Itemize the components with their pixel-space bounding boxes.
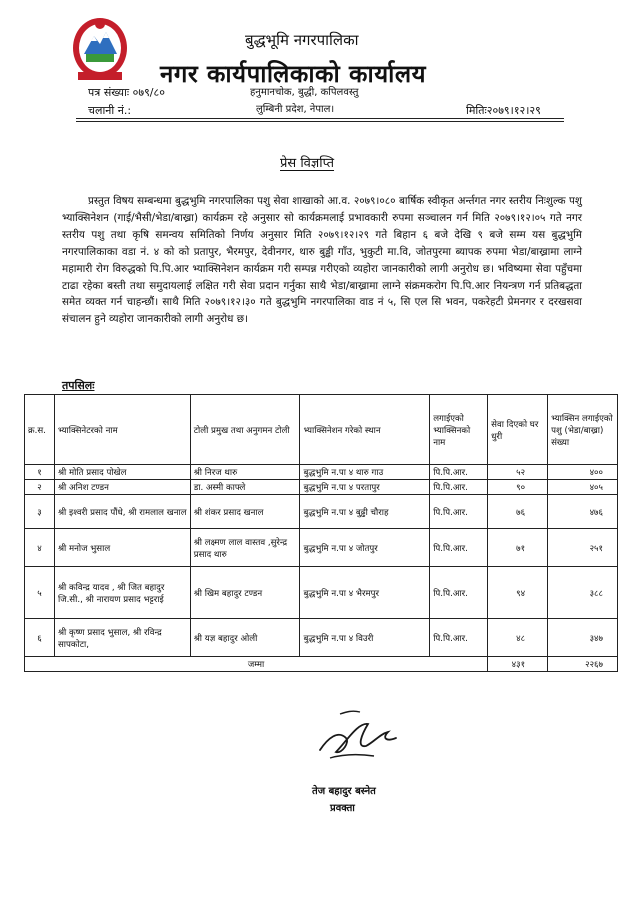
table-cell: पि.पि.आर. [430,529,488,567]
table-header: भ्याक्सिन लगाईएको पशु (भेडा/बाख्रा) संख्या [548,395,618,465]
table-header: भ्याक्सिनेशन गरेको स्थान [300,395,430,465]
table-cell: ७१ [488,529,548,567]
table-cell: ३४७ [548,619,618,657]
table-cell: बुद्धभुमि न.पा ४ भैरमपुर [300,567,430,619]
vaccination-table [24,394,618,672]
table-cell: श्री कृष्ण प्रसाद भुसाल, श्री रविन्द्र सापकोटा, [54,619,190,657]
dispatch-number: चलानी नं.: [88,104,132,117]
table-cell: ३ [25,495,55,529]
table-cell: २ [25,480,55,495]
table-cell: श्री मनोज भुसाल [54,529,190,567]
signer-name: तेज बहादुर बस्नेत [312,786,376,797]
table-cell: ५ [25,567,55,619]
nepal-emblem-icon [70,14,130,86]
table-cell: १ [25,465,55,480]
table-cell: ४८ [488,619,548,657]
table-cell: ७६ [488,495,548,529]
table-cell: ४०५ [548,480,618,495]
table-cell: श्री इश्वरी प्रसाद पौंधे, श्री रामलाल खनाल [54,495,190,529]
table-cell: बुद्धभुमि न.पा ४ बुढ्ढी चौराह [300,495,430,529]
table-cell: ३८८ [548,567,618,619]
signature-icon [316,708,400,766]
table-cell: श्री शंकर प्रसाद खनाल [190,495,300,529]
table-header: लगाईएको भ्याक्सिनको नाम [430,395,488,465]
table-row [25,567,618,619]
table-cell: ९४ [488,567,548,619]
reference-number: पत्र संख्याः ०७९/८० [88,86,165,99]
table-cell: ५२ [488,465,548,480]
table-cell: श्री खिम बहादुर टण्डन [190,567,300,619]
table-cell: श्री यज्ञ बहादुर ओली [190,619,300,657]
table-cell: पि.पि.आर. [430,465,488,480]
table-cell: बुद्धभुमि न.पा ४ थारु गाउ [300,465,430,480]
table-cell: श्री निरज थारु [190,465,300,480]
total-label: जम्मा [25,657,488,672]
address-line-2: लुम्बिनी प्रदेश, नेपाल। [256,104,335,115]
office-name: बुद्धभूमि नगरपालिका [245,31,359,49]
table-cell: श्री लक्ष्मण लाल वास्तव ,सुरेन्द्र प्रसाद थारु [190,529,300,567]
table-cell: बुद्धभुमि न.पा ४ परतापुर [300,480,430,495]
table-header: क्र.स. [25,395,55,465]
table-cell: पि.पि.आर. [430,495,488,529]
total-households: ४३१ [488,657,548,672]
table-header: सेवा दिएको घर धुरी [488,395,548,465]
document-heading: प्रेस विज्ञप्ति [280,156,335,171]
table-cell: २५१ [548,529,618,567]
table-cell: पि.पि.आर. [430,567,488,619]
table-cell: श्री कविन्द्र यादव , श्री जित बहादुर जि.सी., श्री नारायण प्रसाद भट्टराई [54,567,190,619]
table-cell: बुद्धभुमि न.पा ४ विउरी [300,619,430,657]
table-cell: ४ [25,529,55,567]
table-cell: डा. अस्मी काफ्ले [190,480,300,495]
table-header: भ्याक्सिनेटरको नाम [54,395,190,465]
office-title: नगर कार्यपालिकाको कार्यालय [160,60,427,88]
signer-role: प्रवक्ता [330,803,355,814]
details-label: तपसिलः [62,379,95,392]
letter-date: मितिः२०७९।१२।२९ [466,104,541,117]
table-cell: ६ [25,619,55,657]
table-cell: श्री अनिश टण्डन [54,480,190,495]
table-row [25,465,618,480]
header-divider-secondary [76,121,564,122]
table-cell: बुद्धभुमि न.पा ४ जोतपुर [300,529,430,567]
table-row [25,619,618,657]
table-cell: श्री मोति प्रसाद पोखेल [54,465,190,480]
table-cell: पि.पि.आर. [430,619,488,657]
table-row [25,480,618,495]
total-animals: २२६७ [548,657,618,672]
table-row [25,529,618,567]
table-header: टोली प्रमुख तथा अनुगमन टोली [190,395,300,465]
header-divider [76,118,564,119]
body-paragraph: प्रस्तुत विषय सम्बन्धमा बुद्धभुमि नगरपालिका पशु सेवा शाखाको आ.व. २०७९।०८० बार्षिक स्वीकृत अर्न्तगत नगर स्तरीय निःशुल्क पशु भ्याक्सिनेशन (गाई/भैसी/भेडा/बाख्रा) कार्यक्रम रहे अनुसार सो कार्यक्रमलाई प्रभावकारी रुपमा सञ्चालन गर्न मिति २०७९।१२।०५ गते नगर स्तरीय पशु तथा कृषि समन्वय समितिको निर्णय अनुसार मिति २०७९।१२।२९ गते बिहान ६ बजे देखि ९ बजे सम्म यस बुद्धभुमि नगरपालिकाका वडा नं. ४ को को प्रतापुर, भैरमपुर, देवीनगर, थारु बुड्ढी गाँउ, भुकुटी मा.वि, जोतपुरमा ब्यापक रुपमा भेडा/बाख्रामा लाग्ने महामारी रोग विरुद्धको पि.पि.आर भ्याक्सिनेशन कार्यक्रम गरी सम्पन्न गरीएको व्यहोरा जानकारीको लागी अनुरोध छ। भविष्यमा सेवा पहुँचमा टाढा रहेका बस्ती तथा समुदायलाई लक्षित गरी सेवा प्रदान गर्नुका साथै भेडा/बाख्रामा लाग्ने संक्रमकरोग पि.पि.आर नियन्त्रण गर्न प्रतिबद्धता समेत व्यक्त गर्न चाहन्छौं। साथै मिति २०७९।१२।३० गते बुद्धभुमि नगरपालिका वाड नं ५, सि एल सि भवन, पकरेहटी प्रेमनगर र दरखसवा संचालन हुने व्यहोरा जानकारीको लागी अनुरोध छ। [62,195,582,326]
table-cell: ४०० [548,465,618,480]
table-cell: पि.पि.आर. [430,480,488,495]
table-row [25,495,618,529]
table-total-row [25,657,618,672]
table-cell: ४७६ [548,495,618,529]
table-cell: ९० [488,480,548,495]
address-line-1: हनुमानचोक, बुद्धी, कपिलवस्तु [250,87,359,98]
